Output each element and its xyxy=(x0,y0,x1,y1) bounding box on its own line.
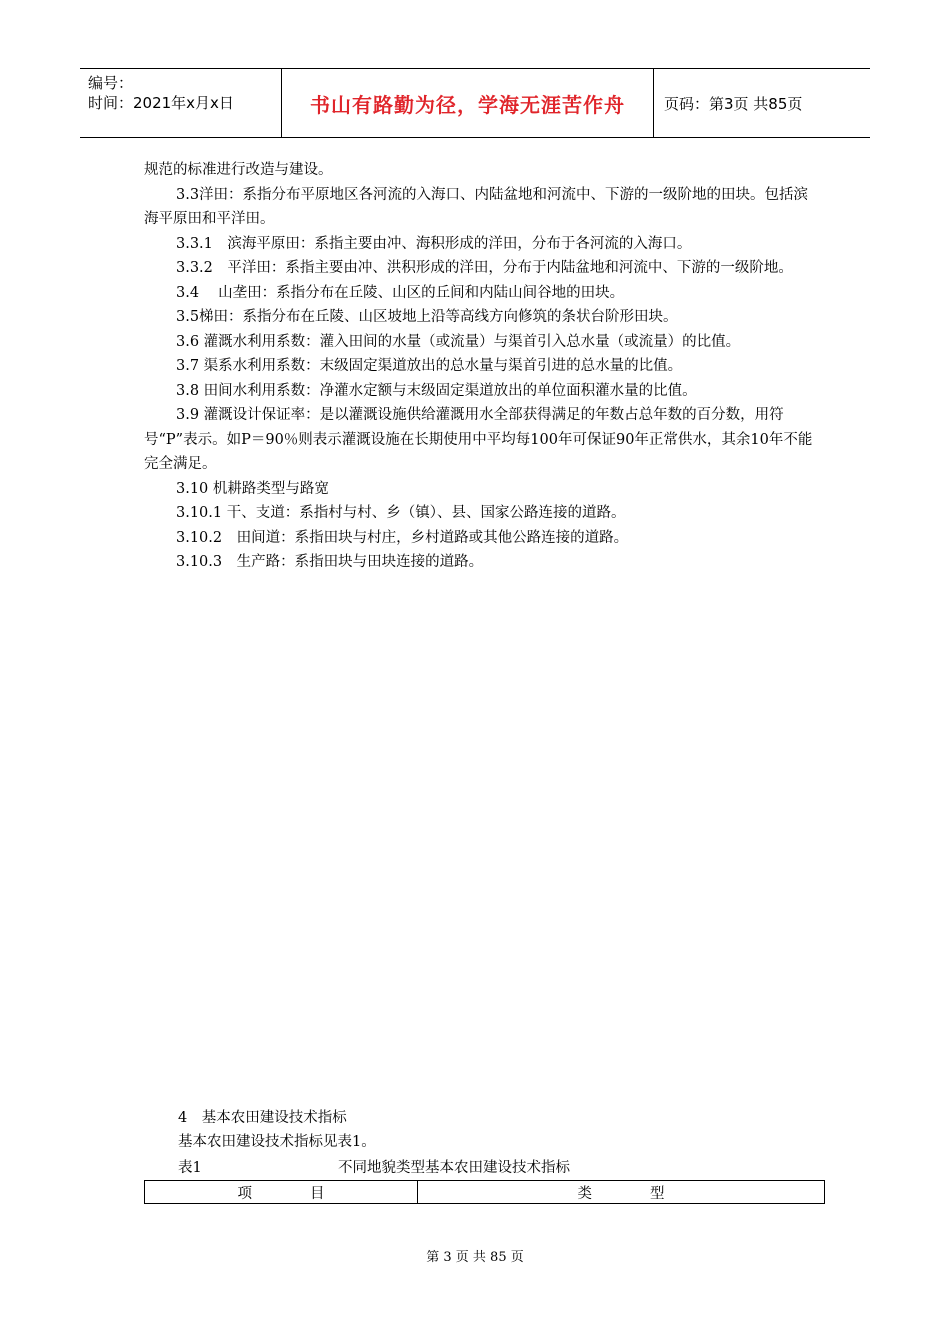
paragraph: 3.9 灌溉设计保证率：是以灌溉设施供给灌溉用水全部获得满足的年数占总年数的百分数，用符号“P”表示。如P＝90％则表示灌溉设施在长期使用中平均每100年可保证90年正常供水，其余10年不能完全满足。 xyxy=(144,407,813,472)
paragraph: 3.3.1 滨海平原田：系指主要由冲、海积形成的洋田，分布于各河流的入海口。 xyxy=(176,235,692,252)
body-text xyxy=(144,158,820,575)
paragraph: 3.4 山垄田：系指分布在丘陵、山区的丘间和内陆山间谷地的田块。 xyxy=(176,284,625,301)
table-label: 表1 xyxy=(178,1160,202,1176)
table-title: 不同地貌类型基本农田建设技术指标 xyxy=(338,1160,570,1176)
table-header-cell: 类 型 xyxy=(418,1181,825,1204)
paragraph: 3.5梯田：系指分布在丘陵、山区坡地上沿等高线方向修筑的条状台阶形田块。 xyxy=(176,309,678,325)
paragraph: 3.6 灌溉水利用系数：灌入田间的水量（或流量）与渠首引入总水量（或流量）的比值。 xyxy=(176,333,741,350)
paragraph: 3.10.1 干、支道：系指村与村、乡（镇）、县、国家公路连接的道路。 xyxy=(176,505,626,521)
paragraph: 规范的标准进行改造与建设。 xyxy=(144,162,333,178)
header-left-cell xyxy=(80,69,282,137)
header-page-info: 页码：第3页 共85页 xyxy=(664,94,803,113)
paragraph: 3.7 渠系水利用系数：末级固定渠道放出的总水量与渠首引进的总水量的比值。 xyxy=(176,358,683,374)
paragraph: 3.10 机耕路类型与路宽 xyxy=(176,480,329,497)
paragraph: 3.3.2 平洋田：系指主要由冲、洪积形成的洋田，分布于内陆盆地和河流中、下游的一级阶地。 xyxy=(176,260,793,276)
document-time-label: 时间：2021年x月x日 xyxy=(88,94,234,112)
paragraph: 3.10.3 生产路：系指田块与田块连接的道路。 xyxy=(176,554,484,570)
paragraph: 3.3洋田：系指分布平原地区各河流的入海口、内陆盆地和河流中、下游的一级阶地的田块。包括滨海平原田和平洋田。 xyxy=(144,186,809,227)
table-header-row xyxy=(145,1181,825,1204)
page-footer: 第 3 页 共 85 页 xyxy=(426,1250,524,1265)
table-header-cell: 项 目 xyxy=(145,1181,418,1204)
section-intro: 基本农田建设技术指标见表1。 xyxy=(178,1134,376,1150)
header-motto: 书山有路勤为径，学海无涯苦作舟 xyxy=(282,69,654,137)
paragraph: 3.10.2 田间道：系指田块与村庄，乡村道路或其他公路连接的道路。 xyxy=(176,529,629,546)
paragraph: 3.8 田间水利用系数：净灌水定额与末级固定渠道放出的单位面积灌水量的比值。 xyxy=(176,382,697,399)
section-heading: 4 基本农田建设技术指标 xyxy=(178,1110,347,1126)
page-header xyxy=(80,68,870,138)
indicator-table xyxy=(144,1180,825,1204)
document-number-label: 编号： xyxy=(88,74,134,92)
table-caption xyxy=(178,1156,778,1177)
